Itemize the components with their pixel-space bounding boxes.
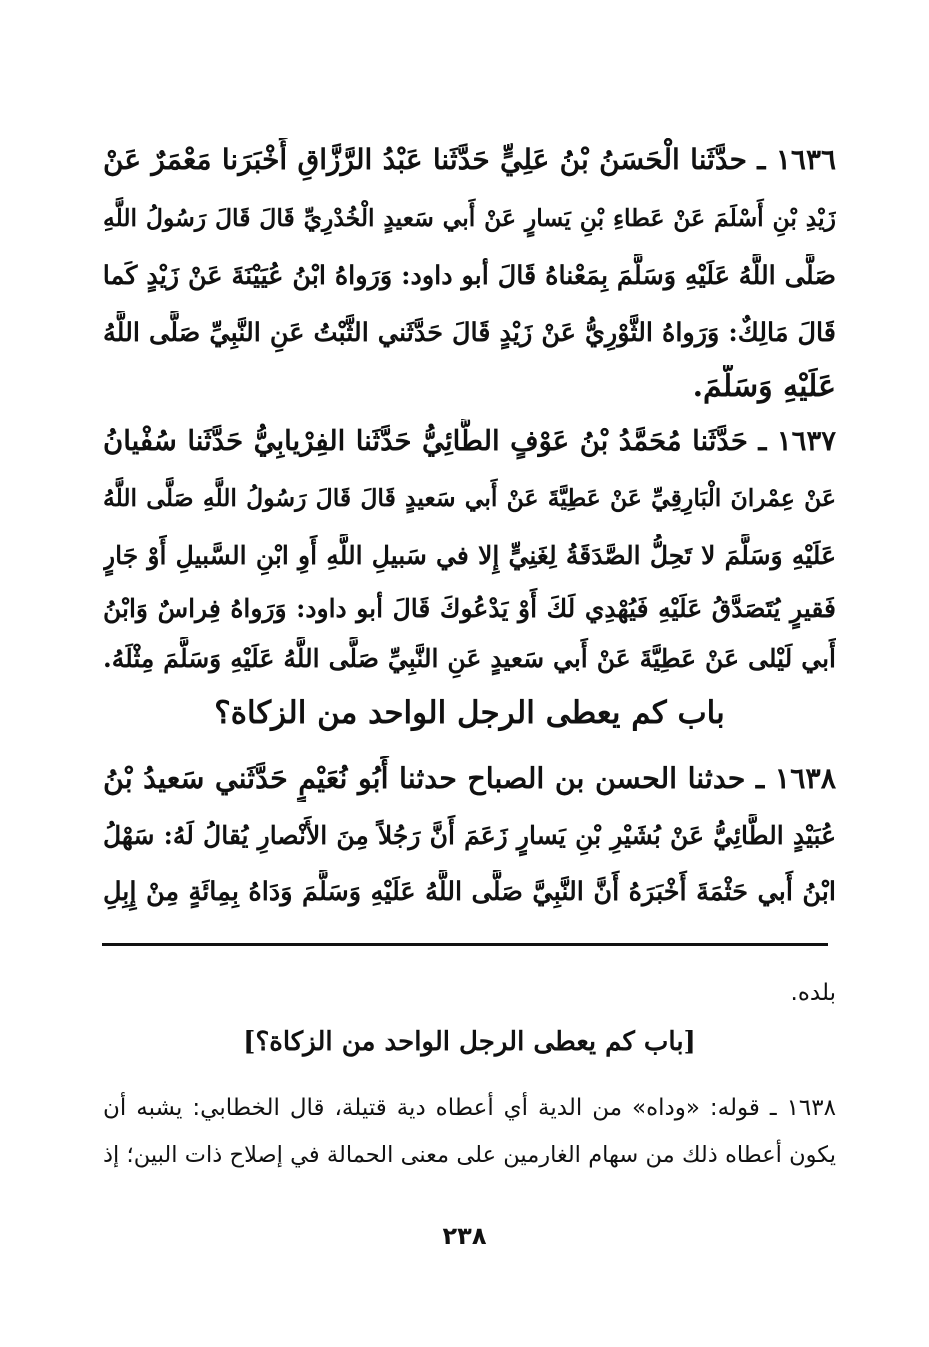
hadith-1637-line-1: ١٦٣٧ ـ حَدَّثَنا مُحَمَّدُ بْنُ عَوْفٍ الطَّائِيُّ حَدَّثَنا الفِرْيابِيُّ حَدَّثَنا سُفْيانُ <box>103 425 836 457</box>
hadith-1637-line-2: عَنْ عِمْرانَ الْبَارِقِيِّ عَنْ عَطِيَّةَ عَنْ أَبي سَعيدٍ قَالَ قَالَ رَسُولُ اللَّهِ صَلَّى اللَّهُ <box>103 484 836 512</box>
footnote-chapter-heading: [باب كم يعطى الرجل الواحد من الزكاة؟] <box>243 1027 696 1057</box>
hadith-1636-line-2: زَيْدِ بْنِ أَسْلَمَ عَنْ عَطاءِ بْنِ يَسارٍ عَنْ أَبي سَعيدٍ الْخُدْرِيِّ قَالَ قَالَ رَسُولُ اللَّهِ <box>103 204 836 232</box>
hadith-1636-line-3: صَلَّى اللَّهُ عَلَيْهِ وَسَلَّمَ بِمَعْناهُ قَالَ أبو داود: وَرَواهُ ابْنُ عُيَيْنَةَ عَنْ زَيْدٍ كَما <box>103 261 836 291</box>
footnote-line-1: بلده. <box>790 980 836 1006</box>
hadith-1636-line-5: عَلَيْهِ وَسَلَّمَ. <box>692 369 836 404</box>
footnote-line-3: يكون أعطاه ذلك من سهام الغارمين على معنى الحمالة في إصلاح ذات البين؛ إذ <box>103 1142 836 1168</box>
page-number: ٢٣٨ <box>442 1222 487 1250</box>
hadith-1636-line-1: ١٦٣٦ ـ حدَّثَنا الْحَسَنُ بْنُ عَلِيٍّ حَدَّثَنا عَبْدُ الرَّزَّاقِ أَخْبَرَنا مَعْمَرٌ عَنْ <box>103 143 836 176</box>
hadith-1638-line-1: ١٦٣٨ ـ حدثنا الحسن بن الصباح حدثنا أَبُو نُعَيْمٍ حَدَّثَني سَعيدُ بْنُ <box>103 761 836 795</box>
hadith-1636-line-4: قَالَ مَالِكٌ: وَرَواهُ الثَّوْرِيُّ عَنْ زَيْدٍ قَالَ حَدَّثَني الثَّبْتُ عَنِ النَّبِيِّ صَلَّى اللَّهُ <box>103 318 836 348</box>
hadith-1637-line-4: فَقيرٍ يُتَصَدَّقُ عَلَيْهِ فَيُهْدِي لَكَ أَوْ يَدْعُوكَ قَالَ أبو داود: وَرَواهُ فِراسٌ وَابْنُ <box>103 594 836 623</box>
hadith-1637-line-5: أَبي لَيْلى عَنْ عَطِيَّةَ عَنْ أَبي سَعيدٍ عَنِ النَّبِيِّ صَلَّى اللَّهُ عَلَيْهِ وَسَلَّمَ مِثْلَهُ. <box>103 644 836 673</box>
hadith-1638-line-2: عُبَيْدٍ الطَّائِيُّ عَنْ بُشَيْرِ بْنِ يَسارٍ زَعَمَ أَنَّ رَجُلاً مِنَ الأَنْصارِ يُقالُ لَهُ: سَهْلُ <box>103 821 836 850</box>
hadith-1638-line-3: ابْنُ أَبي حَثْمَةَ أَخْبَرَهُ أَنَّ النَّبِيَّ صَلَّى اللَّهُ عَلَيْهِ وَسَلَّمَ وَدَاهُ بِمِائَةٍ مِنْ إِبِلِ <box>103 877 836 907</box>
footnote-divider <box>102 943 828 946</box>
hadith-1637-line-3: عَلَيْهِ وَسَلَّمَ لا تَحِلُّ الصَّدَقَةُ لِغَنِيٍّ إِلا في سَبيلِ اللَّهِ أَوِ ابْنِ السَّبيلِ أَوْ جَارٍ <box>103 541 836 570</box>
footnote-line-2: ١٦٣٨ ـ قوله: «وداه» من الدية أي أعطاه دية قتيلة، قال الخطابي: يشبه أن <box>103 1095 836 1121</box>
chapter-heading: باب كم يعطى الرجل الواحد من الزكاة؟ <box>214 695 725 731</box>
